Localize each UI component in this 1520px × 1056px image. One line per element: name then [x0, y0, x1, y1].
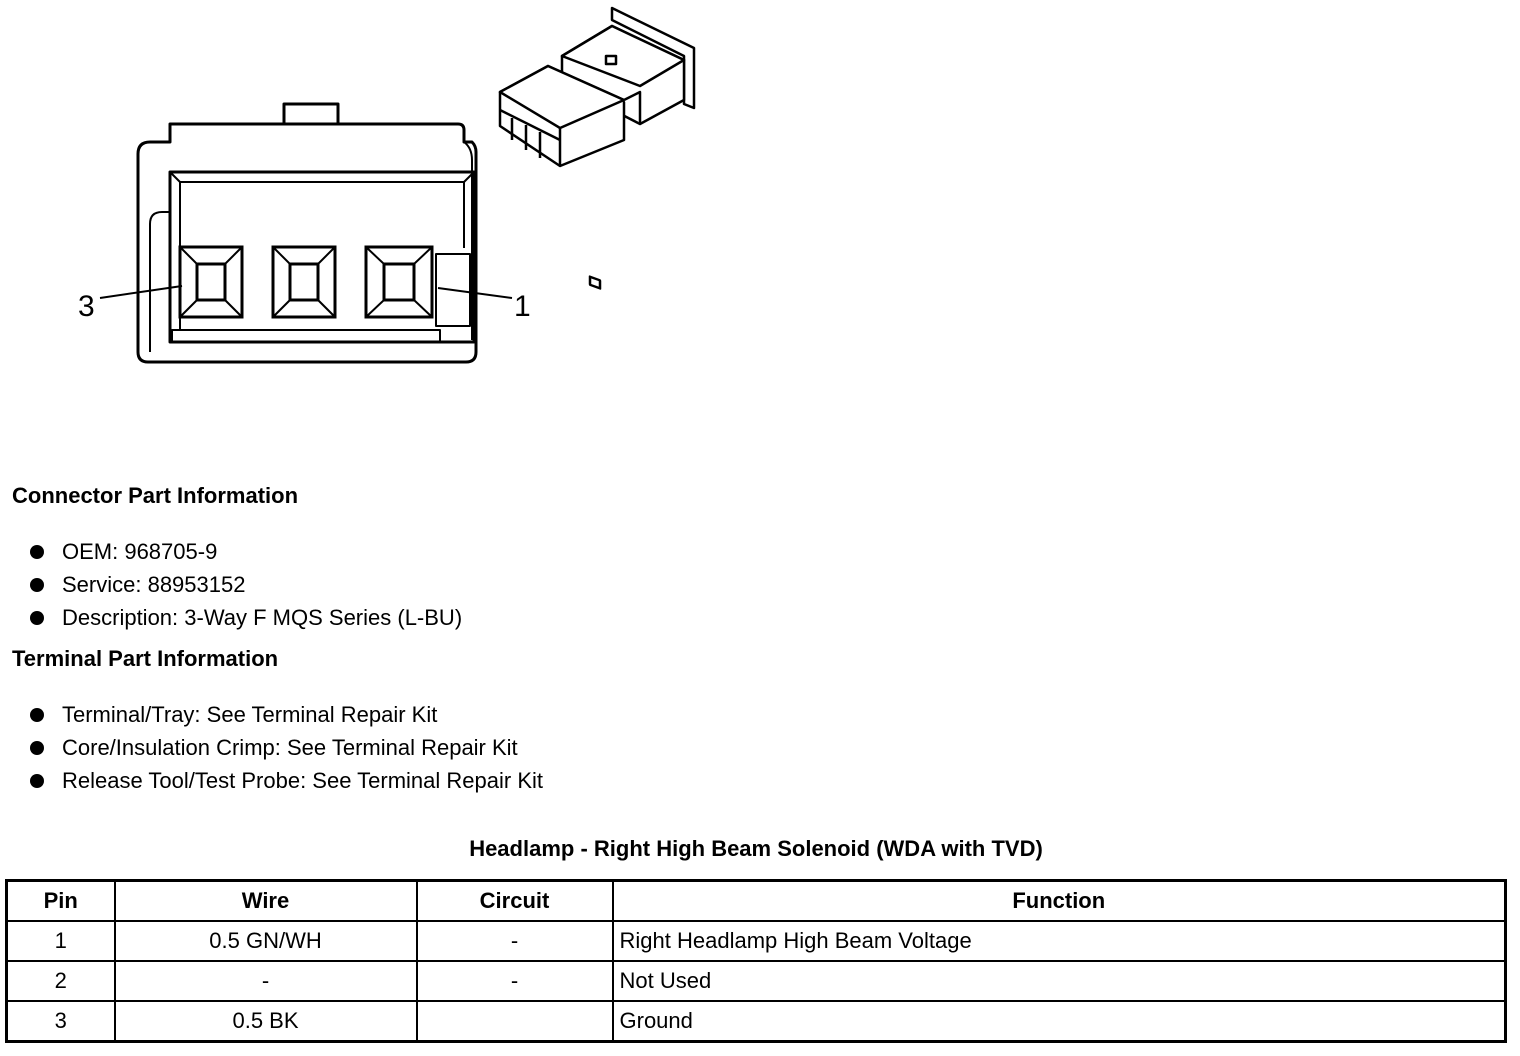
pin-cavity-2 [273, 247, 335, 317]
list-item-text: OEM: 968705-9 [62, 539, 218, 564]
column-header-function: Function [613, 881, 1506, 922]
connector-latch-tab [284, 104, 338, 124]
bullet-icon [30, 774, 44, 788]
cell-wire: 0.5 BK [115, 1001, 417, 1042]
list-item-text: Core/Insulation Crimp: See Terminal Repair Kit [62, 735, 518, 760]
cell-function: Not Used [613, 961, 1506, 1001]
terminal-part-info-list [28, 698, 543, 797]
cell-pin: 3 [7, 1001, 115, 1042]
list-item-text: Release Tool/Test Probe: See Terminal Repair Kit [62, 768, 543, 793]
table-title: Headlamp - Right High Beam Solenoid (WDA with TVD) [469, 836, 1043, 861]
bullet-icon [30, 578, 44, 592]
pin-cavities [180, 247, 432, 317]
list-item [28, 731, 543, 764]
list-item [28, 698, 543, 731]
list-item [28, 568, 462, 601]
table-row [7, 1001, 1506, 1042]
table-row [7, 961, 1506, 1001]
list-item [28, 764, 543, 797]
list-item [28, 601, 462, 634]
table-header-row [7, 881, 1506, 922]
connector-diagram [0, 0, 720, 380]
cell-wire: 0.5 GN/WH [115, 921, 417, 961]
connector-part-info-heading: Connector Part Information [12, 483, 299, 508]
cell-pin: 1 [7, 921, 115, 961]
cell-function: Ground [613, 1001, 1506, 1042]
pin-cavity-3 [180, 247, 242, 317]
bullet-icon [30, 741, 44, 755]
table-row [7, 921, 1506, 961]
bullet-icon [30, 611, 44, 625]
pin-1-label: 1 [514, 290, 531, 323]
cell-function: Right Headlamp High Beam Voltage [613, 921, 1506, 961]
pin-3-label: 3 [78, 290, 95, 323]
connector-outer-shell [138, 124, 476, 362]
pinout-table [5, 879, 1507, 1043]
column-header-pin: Pin [7, 881, 115, 922]
cell-circuit: - [417, 961, 613, 1001]
connector-isometric-view [500, 8, 694, 288]
column-header-circuit: Circuit [417, 881, 613, 922]
list-item-text: Description: 3-Way F MQS Series (L-BU) [62, 605, 463, 630]
column-header-wire: Wire [115, 881, 417, 922]
cell-circuit: - [417, 921, 613, 961]
bullet-icon [30, 708, 44, 722]
cell-wire: - [115, 961, 417, 1001]
terminal-part-info-heading: Terminal Part Information [12, 646, 279, 671]
cell-circuit [417, 1001, 613, 1042]
list-item-text: Terminal/Tray: See Terminal Repair Kit [62, 702, 438, 727]
bullet-icon [30, 545, 44, 559]
list-item [28, 535, 462, 568]
connector-part-info-list [28, 535, 462, 634]
list-item-text: Service: 88953152 [62, 572, 246, 597]
cell-pin: 2 [7, 961, 115, 1001]
pin-cavity-1 [366, 247, 432, 317]
